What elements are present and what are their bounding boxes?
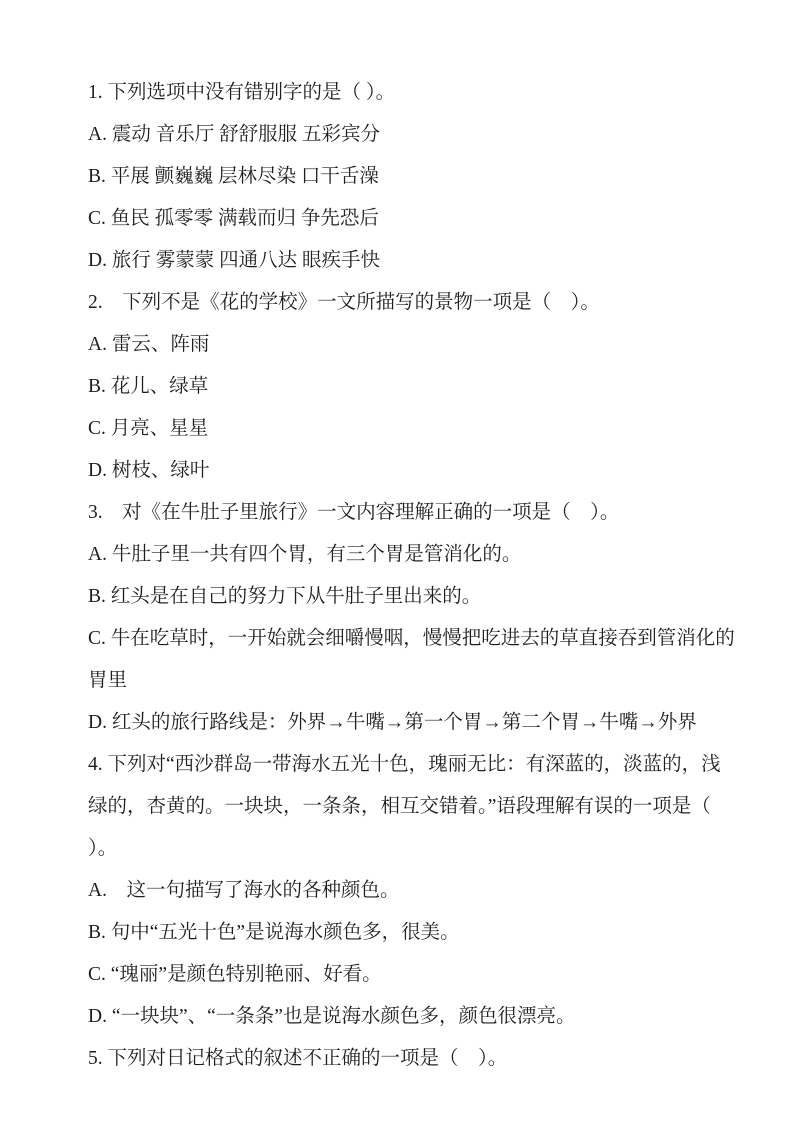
question-3: [88, 492, 735, 744]
question-1-option-a: A. 震动 音乐厅 舒舒服服 五彩宾分: [88, 124, 380, 145]
question-3-stem: 3. 对《在牛肚子里旅行》一文内容理解正确的一项是（ ）。: [88, 502, 620, 523]
question-4-option-c: C. “瑰丽”是颜色特别艳丽、好看。: [88, 964, 382, 985]
question-1-option-c: C. 鱼民 孤零零 满载而归 争先恐后: [88, 208, 379, 229]
question-3-option-a: A. 牛肚子里一共有四个胃，有三个胃是管消化的。: [88, 544, 522, 565]
question-4: [88, 744, 750, 1038]
question-3-option-d: D. 红头的旅行路线是：外界→牛嘴→第一个胃→第二个胃→牛嘴→外界: [88, 712, 697, 733]
question-5-stem: 5. 下列对日记格式的叙述不正确的一项是（ ）。: [88, 1048, 508, 1069]
question-4-option-a: A. 这一句描写了海水的各种颜色。: [88, 880, 400, 901]
question-2-option-c: C. 月亮、星星: [88, 418, 209, 439]
question-1: [88, 72, 735, 282]
question-4-stem: 4. 下列对“西沙群岛一带海水五光十色，瑰丽无比：有深蓝的，淡蓝的，浅绿的，杏黄的。一块块，一条条，相互交错着。”语段理解有误的一项是（ ）。: [88, 754, 750, 859]
question-1-option-b: B. 平展 颤巍巍 层林尽染 口干舌澡: [88, 166, 379, 187]
question-2-stem: 2. 下列不是《花的学校》一文所描写的景物一项是（ ）。: [88, 292, 600, 313]
question-2-option-a: A. 雷云、阵雨: [88, 334, 210, 355]
question-1-stem: 1. 下列选项中没有错别字的是（ ）。: [88, 82, 396, 103]
question-1-option-d: D. 旅行 雾蒙蒙 四通八达 眼疾手快: [88, 250, 380, 271]
question-3-option-c: C. 牛在吃草时，一开始就会细嚼慢咽，慢慢把吃进去的草直接吞到管消化的胃里: [88, 628, 735, 691]
question-4-option-b: B. 句中“五光十色”是说海水颜色多，很美。: [88, 922, 460, 943]
question-5: [88, 1038, 735, 1080]
question-2-option-d: D. 树枝、绿叶: [88, 460, 210, 481]
question-2-option-b: B. 花儿、绿草: [88, 376, 209, 397]
question-3-option-b: B. 红头是在自己的努力下从牛肚子里出来的。: [88, 586, 482, 607]
question-2: [88, 282, 735, 492]
question-4-option-d: D. “一块块”、“一条条”也是说海水颜色多，颜色很漂亮。: [88, 1006, 576, 1027]
